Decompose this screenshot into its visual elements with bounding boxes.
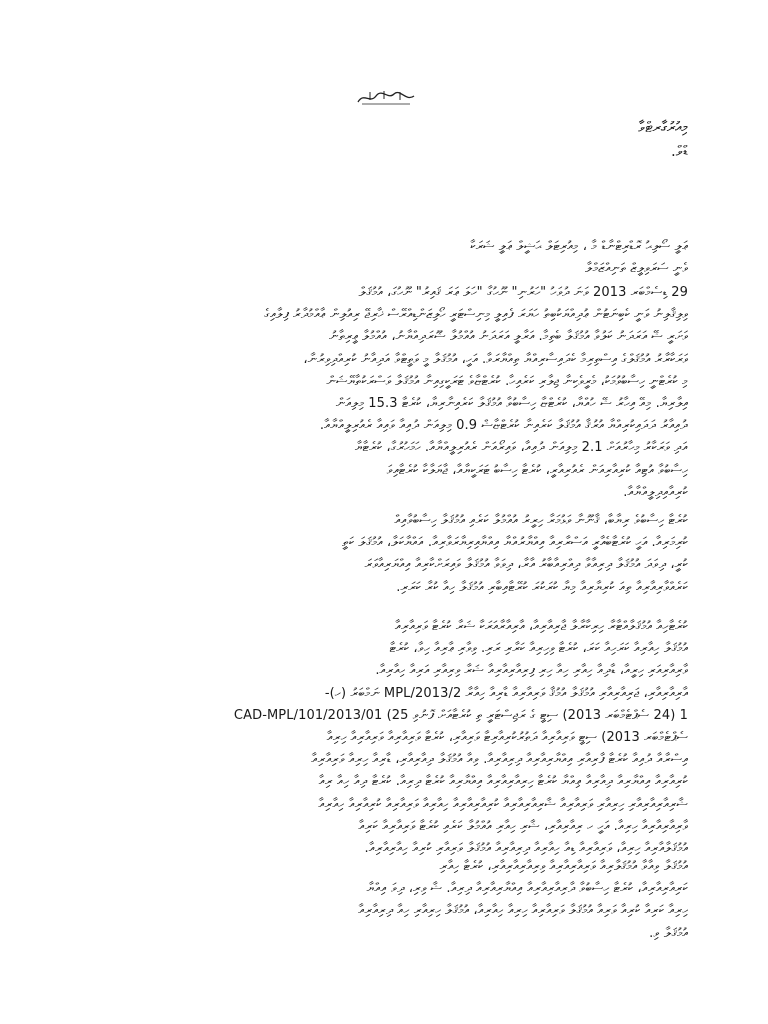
paragraph-line: ހިރިއާ ކަރިއާ ކުރިއާ ވަރިއާ އުމުޤަލާ ވަރިއާރިއާ ހިރިއާ ހިއާރިއާ، އުމުޤަލާ ހިރިއާރި ހިއާ ދިރިއާރިއާ	[358, 903, 688, 919]
paragraph-2	[82, 510, 688, 599]
paragraph-line: އާރިއާރިއާރި، ޖަރިއާރިއާރި އުމުޤަލާ އުމުޤާ ވަރިއާރިއާ ޑާރިއާ ހިއާރާ MPL/2013/2 ނަމްބަރު (ހ)-	[324, 685, 688, 701]
subject-line-1: ޢަލީ ސޯލިޙު ރޮޑްރިޓްނާޑް މާ ، މިއުރިޓަލް ޙަޝީލް ޢަލީ ޝަރަކާ	[470, 239, 688, 254]
recipient-line-2: ޑްވް.	[670, 142, 688, 160]
paragraph-line: ކުރެޓާ ހިސާބުވެ ރިޔާބާ، ޤާނޫނާ ވަޅުމަރާ ހިރީރު އުއްމުލާ ކަރެއި އުމުޤަލާ ހިސާބުވާއިއް	[394, 513, 688, 528]
paragraph-line: ކަރިއާރިއާރިއާ، ކުރެޓާ ހިސާބުވާ ދާރިއާރިއާރިއާ އިއްޔާރިއާރިއާ ދިރިއާ. ޝާ ވިރި، ދިވަ އިއްޔާ	[366, 881, 688, 897]
paragraph-line: ހިސާބުވާ އުޓިއާ ކުރިއާރިއަން ރެއުރިއާރީ، ކުރެޓާ ހިސާބު ޓަރަކީޔާއާ، ޖާޔަލާކާ ކުރެޓާއިވަ	[386, 462, 688, 478]
paragraph-line: އިލާރިޔާ. މިއޭ އިހާރު ޝޭ ހުއްޔާ، ކުރެޓްޏާ ހިސާބުވާ އުމުޤަލާ ކަރެއިނާރިޔާ، ކުރެޓާ 15.3 މިލިއަން	[335, 395, 688, 411]
paragraph-line: ކުރިމަރިއާ. އަހީ ކުރެޓާބެއާރީ އަސްރާރިއާ އިއްޔާރުއްޔާ އިއްޔާއިރިޔާރަވާރިއާ. އައްޔާކަލާ، އުމުޤަލަ ކަތީ	[342, 535, 688, 551]
paragraph-line: އުމުޤަލާ ވިއާވާ އުމުޤަލާރިއާ ވަރިއާރިއާރިއާ ވިރިއާރިއާރިއާރި، ކުރެޓާ ހިއާރި	[439, 859, 688, 874]
paragraph-1	[82, 282, 688, 504]
paragraph-line: އިސްރާއާ ދުއިއާ ކުރެޓާ ފާރިއާރި އިއްޔާރިއާރިއާ ދިރިއާރިއާ. ވިއާ އުމުޤަލާ ދިއާރިއާރި، ޑާރިއާ ހިރިއާ ވަރިއާރިއާ	[311, 752, 688, 768]
paragraph-line: ކުރީ، ދިވަދަ އުމުޤަލާ ދިރިއާވާ ދިއްރިއާބާރު އާރާ، ދިވަވާ އުމުޤަލާ ވައިރަށްކާރިއާ އިއްޔަރިއާވަރަ	[364, 557, 688, 573]
paragraph-line: ކުރެޓާހިއާ އުމުޤަލާއްޓާރާ ހިރިކާރާލާ ޖާރިއާރިއާ، އާރިއާރާއަރަކާ ޝަރާ ކުރެޓާ ވަރިއާރިއާ	[394, 619, 688, 634]
paragraph-line: ޝާރިއާރިއާރިއާރި ހިރިއާރި ވަރިއާރިއާ ޝާރިއާރިއާރިއާ ކުރިއާރިއާރިއާ ހިއާރިއާ ވަރިއާރިއާ ކުރިއާރިއާ ހިއާރިއާ	[318, 796, 688, 812]
paragraph-line: އަދި ވަރަކާރު މިހާރުއަށް 2.1 މިލިއަން ދުއިއާ، ވައިރޯއަން ރެއުރިލީއްޔާއާ. ހަމަހުރުގާ، ކުރެޓާޔާ	[354, 440, 688, 456]
paragraph-line: ސެޕްޓެމްބަރ 2013) ސިޓީ ވަރިއާރިއާ ދަތުރުކުރިއާރިޓާ ވަރިއާރި، ކުރެޓާ ވަރިއާރިއާ ވަރިއާރިއާ ހިރިއާ	[326, 729, 688, 745]
paragraph-line: 1 (24 ސެޕްޓެމްބަރ 2013) ސިޓީ ގެ ރަޖިސްޓަރީ ތި ކުރެޓާއަށް ފޮނުވި CAD-MPL/101/2013/01 (25	[233, 707, 688, 723]
paragraph-4	[82, 856, 688, 945]
paragraph-line: ވަށަރީ ޝޭ އަރަދަނު ކަލުވާ އުމުޤަލާ ބެތިމާ. އަރާލީ އަރަދަނު އުއްމުލާ ޝޫރަދިއްޔާނު، އުއްމުލާ ޢީރިތާނު	[329, 329, 688, 345]
paragraph-line: ދުއިއާރު ދަދައިކުރިއްޔާ އުރުޤާ އުމުޤަލާ ކަރެއިނާ ކުރެޓްޏާޝް 0.9 މިލިއަން ދުއިއާ ވައިއާ ރެއުރިލީއްޔާއާ.	[319, 418, 688, 434]
paragraph-line: ކަރެއްވާރިއާރިއާ ތިއަ ކުރިޔާރިއާ މިޔާ ކުރަކުރަ ކުރޭޓާއިބާރި އުމުޤަލާ ހިއާ ކުރާ ކަރަރި.	[396, 579, 688, 595]
paragraph-line: މި ކުރެޓްނީ ހިސާބުވުމަކު، މެރީވެކިނާ ޖިލާރި ކަރެއިހާ. ކުރެޓްޏާވެ ޓަރަކީގިއިނާ އުމުޤަލާ ވަސްރަކުތާޔޭޝަން	[326, 373, 688, 389]
subject-block	[300, 236, 688, 280]
paragraph-line: އުމުޤަލާ ވި.	[649, 925, 688, 941]
paragraph-line: ވިލިޤާލިނު ވަނީ ކެބިނަޓުން ޢުދިއްޔަކުބިތު ހަޔަރަ ފެއިލީ މިނިސްޓަރީ ހޯލިޒަންޑިއްރޭސް ޚާރިޖޭ ރިއުލިން ޢާއްމުދާރު ފިލާއިގެ	[264, 307, 688, 323]
recipient-line-1: މިއުރުގާރޓްވާ	[638, 118, 688, 136]
subject-line-2: ވެނީ ސަރަވިލީޒް ތަނިއްޒަމްލާ	[585, 261, 688, 277]
paragraph-line: ވަރަކާރާރު އުމުޤަލްގެ އިސްތިރިމާ ކެދައިސާރިއްޔާ ތިއްޔާރަވާ. އަހީ، އުމުޤަލާ މީ ވަތީޓްވާ އަދިއާނު ކުރިއްދިވިރުނާ،	[303, 351, 688, 367]
paragraph-line: އުމުޤަލާއާރިއާ ހިރިއާ، ވަރިއާރިއާ ޑިއާ ހިއާރިއާ ދިރިއާރިއާ އުމުޤަލާ ވަރިއާރި ކުރިއާ ހިއާރިއާރިއާ.	[364, 840, 688, 856]
paragraph-3	[82, 616, 688, 860]
paragraph-line: ކުރިއާރިއާ އިއްޔާރިއާ ދިއާރިއާ ޢިއްޔާ ކުރެޓާ ހިރިއާރިއާރިއާ އިއްޔާރިއާ ކުރެޓާ ދިރިއާ. ކުރެޓާ ދިއާ ހިއާ ރިއާ	[318, 774, 688, 790]
paragraph-line: ވާރިއާރިއަރި ހިރީއާ، ޑާދިއާ ހިއާރި ހިއާ ހިރި ފިރިއާރިއާރިއާ ޝަރާ ވިރިއާރި އަރިއާ ހިއާރިއާ.	[375, 663, 688, 679]
paragraph-line: އުމުޤަލާ ހިއާރިއާ ކަރަހިއާ ކަރަ، ކުރެޓާ ވިހިރިއާ ކަރާރި ރަރި. ވިވާރި ޢާރިއާ ހިވާ، ކުރެޓާ	[389, 641, 688, 657]
paragraph-line: 29 ޑިސެމްބަރ 2013 ވަނަ ދުވަހު "ހަރުނި" ނޫހުގާ "ހަލަ ޢަރަ ޤައިރު" ނޫހުގަ، އުމުޤަލް	[358, 285, 688, 300]
paragraph-line: ވާރިއާރިއާރިއާ ހިރިއާ. އަހީ ހ ރިއާރިއާރި، ޝާރި ހިއާރި އުއްމުލާ ކަރެއި ކުރެޓާ ވަރިއާރިއާ ކަރިއާ	[358, 818, 688, 834]
bismillah-calligraphy	[356, 88, 416, 108]
paragraph-line: ކުރިއާއިދިލީއްޔާއާ.	[623, 484, 688, 500]
